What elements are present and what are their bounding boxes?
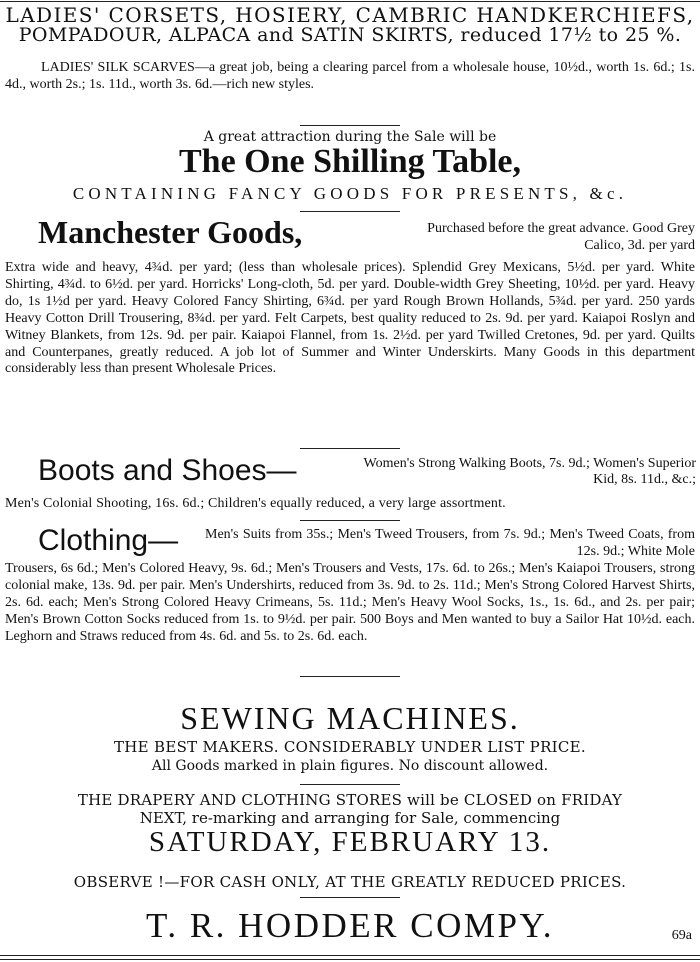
shilling-subtitle: CONTAINING FANCY GOODS FOR PRESENTS, &c. (72, 184, 628, 203)
manchester-body: Extra wide and heavy, 4¾d. per yard; (less than wholesale prices). Splendid Grey Mexicans, 5½d. per yard. White Shirting, 4¾d. to 6½d. per yard. Horricks' Long-cloth, 5d. per yard. Double-width Grey Sheeting, 10½d. per yard. Heavy do, 1s 1½d per yard. Heavy Colored Fancy Shirting, 6¾d. per yard Rough Brown Hollands, 5¾d. per yard. 250 yards Heavy Cotton Drill Trousering, 8¾d. per yard. Felt Carpets, best quality reduced to 2s. 9d. per yard. Kaiapoi Roslyn and Witney Blankets, from 12s. 9d. per pair. Kaiapoi Flannel, from 1s. 2½d. per yard Twilled Cretones, 9d. per yard. Quilts and Counterpanes, greatly reduced. A job lot of Summer and Winter Underskirts. Many Goods in this department considerably less than present Wholesale Prices. (5, 260, 695, 377)
sewing-line-1: THE BEST MAKERS. CONSIDERABLY UNDER LIST PRICE. (114, 738, 586, 756)
corsets-line-1: LADIES' CORSETS, HOSIERY, CAMBRIC HANDKERCHIEFS, (5, 3, 695, 27)
closing-date: SATURDAY, FEBRUARY 13. (148, 826, 552, 858)
shilling-intro: A great attraction during the Sale will be (203, 129, 497, 145)
divider-rule (300, 211, 400, 212)
top-border-rule (0, 1, 700, 2)
boots-body: Men's Colonial Shooting, 16s. 6d.; Children's equally reduced, a very large assortment. (5, 496, 506, 511)
divider-rule (300, 784, 400, 785)
reference-number: 69a (671, 928, 692, 943)
boots-heading: Boots and Shoes— (38, 454, 297, 487)
sewing-line-2: All Goods marked in plain figures. No discount allowed. (151, 758, 549, 774)
manchester-heading: Manchester Goods, (38, 214, 303, 250)
divider-rule (300, 125, 400, 126)
divider-rule (300, 448, 400, 449)
divider-rule (300, 676, 400, 677)
clothing-lead: Men's Suits from 35s.; Men's Tweed Trousers, from 7s. 9d.; Men's Tweed Coats, from 12s. 9d.; White Mole (205, 527, 695, 559)
sewing-title: SEWING MACHINES. (180, 700, 520, 736)
divider-rule (300, 897, 400, 898)
boots-lead: Women's Strong Walking Boots, 7s. 9d.; Women's Superior Kid, 8s. 11d., &c.; (363, 456, 696, 487)
closing-line-2: NEXT, re-marking and arranging for Sale, commencing (139, 809, 561, 827)
bottom-border-rule (0, 959, 700, 960)
clothing-body: Trousers, 6s 6d.; Men's Colored Heavy, 9s. 6d.; Men's Trousers and Vests, 17s. 6d. to 26s.; Men's Kaiapoi Trousers, strong colonial make, 13s. 9d. per pair. Men's Undershirts, reduced from 3s. 9d. to 2s. 11d.; Men's Strong Colored Harvest Shirts, 2s. 6d. each; Men's Strong Colored Heavy Crimeans, 5s. 11d.; Men's Heavy Wool Socks, 1s., 1s. 6d., and 2s. per pair; Men's Brown Cotton Socks reduced from 1s. to 9½d. per pair. 500 Boys and Men wanted to buy a Sailor Hat 10½d. each. Leghorn and Straws reduced from 4s. 6d. and 5s. to 2s. 6d. each. (5, 561, 695, 644)
clothing-heading: Clothing— (38, 524, 179, 557)
firm-name: T. R. HODDER COMPY. (146, 906, 554, 945)
closing-line-1: THE DRAPERY AND CLOTHING STORES will be CLOSED on FRIDAY (77, 791, 623, 809)
divider-rule (300, 520, 400, 521)
shilling-title: The One Shilling Table, (178, 143, 522, 180)
bottom-border-rule (0, 955, 700, 956)
corsets-line-2: POMPADOUR, ALPACA and SATIN SKIRTS, reduced 17½ to 25 %. (18, 24, 682, 46)
scarves-paragraph: LADIES' SILK SCARVES—a great job, being a clearing parcel from a wholesale house, 10½d., worth 1s. 6d.; 1s. 4d., worth 2s.; 1s. 11d., worth 3s. 6d.—rich new styles. (5, 60, 695, 92)
manchester-lead: Purchased before the great advance. Good Grey Calico, 3d. per yard (427, 221, 695, 253)
closing-observe: OBSERVE !—FOR CASH ONLY, AT THE GREATLY REDUCED PRICES. (73, 873, 627, 891)
